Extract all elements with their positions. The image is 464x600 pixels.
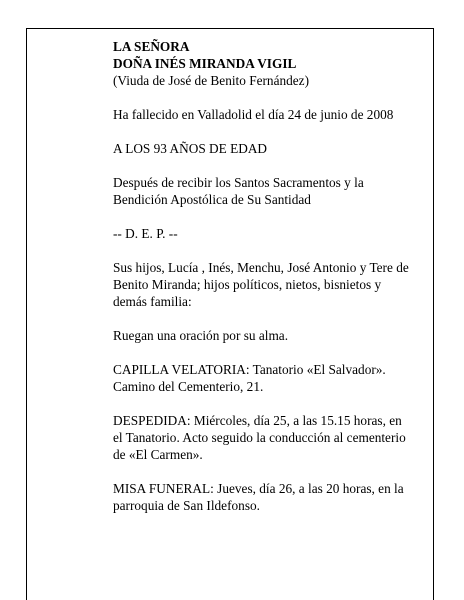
widow-of: (Viuda de José de Benito Fernández) [113,73,310,88]
funeral-mass-line: parroquia de San Ildefonso. [113,498,260,513]
spacer [113,242,431,259]
age-statement: A LOS 93 AÑOS DE EDAD [113,141,268,156]
farewell-line: DESPEDIDA: Miércoles, día 25, a las 15.15 horas, en [113,413,402,428]
family-line: demás familia: [113,294,192,309]
border-right [433,28,434,600]
spacer [113,208,431,225]
spacer [113,157,431,174]
spacer [113,310,431,327]
funeral-mass-line: MISA FUNERAL: Jueves, día 26, a las 20 horas, en la [113,481,404,496]
spacer [113,89,431,106]
chapel-line: Camino del Cementerio, 21. [113,379,264,394]
spacer [113,463,431,480]
spacer [113,395,431,412]
spacer [113,123,431,140]
chapel-line: CAPILLA VELATORIA: Tanatorio «El Salvador». [113,362,386,377]
family-line: Sus hijos, Lucía , Inés, Menchu, José Antonio y Tere de [113,260,409,275]
rip-line: -- D. E. P. -- [113,226,178,241]
farewell-line: el Tanatorio. Acto seguido la conducción al cementerio [113,430,406,445]
death-statement: Ha fallecido en Valladolid el día 24 de junio de 2008 [113,107,394,122]
border-left [26,28,27,600]
sacraments-line: Después de recibir los Santos Sacramentos y la [113,175,364,190]
border-top [26,28,434,29]
family-line: Benito Miranda; hijos políticos, nietos, bisnietos y [113,277,382,292]
obituary-notice [113,38,431,514]
farewell-line: de «El Carmen». [113,447,203,462]
sacraments-line: Bendición Apostólica de Su Santidad [113,192,311,207]
notice-title: LA SEÑORA [113,39,190,54]
prayer-line: Ruegan una oración por su alma. [113,328,289,343]
deceased-name: DOÑA INÉS MIRANDA VIGIL [113,56,297,71]
spacer [113,344,431,361]
